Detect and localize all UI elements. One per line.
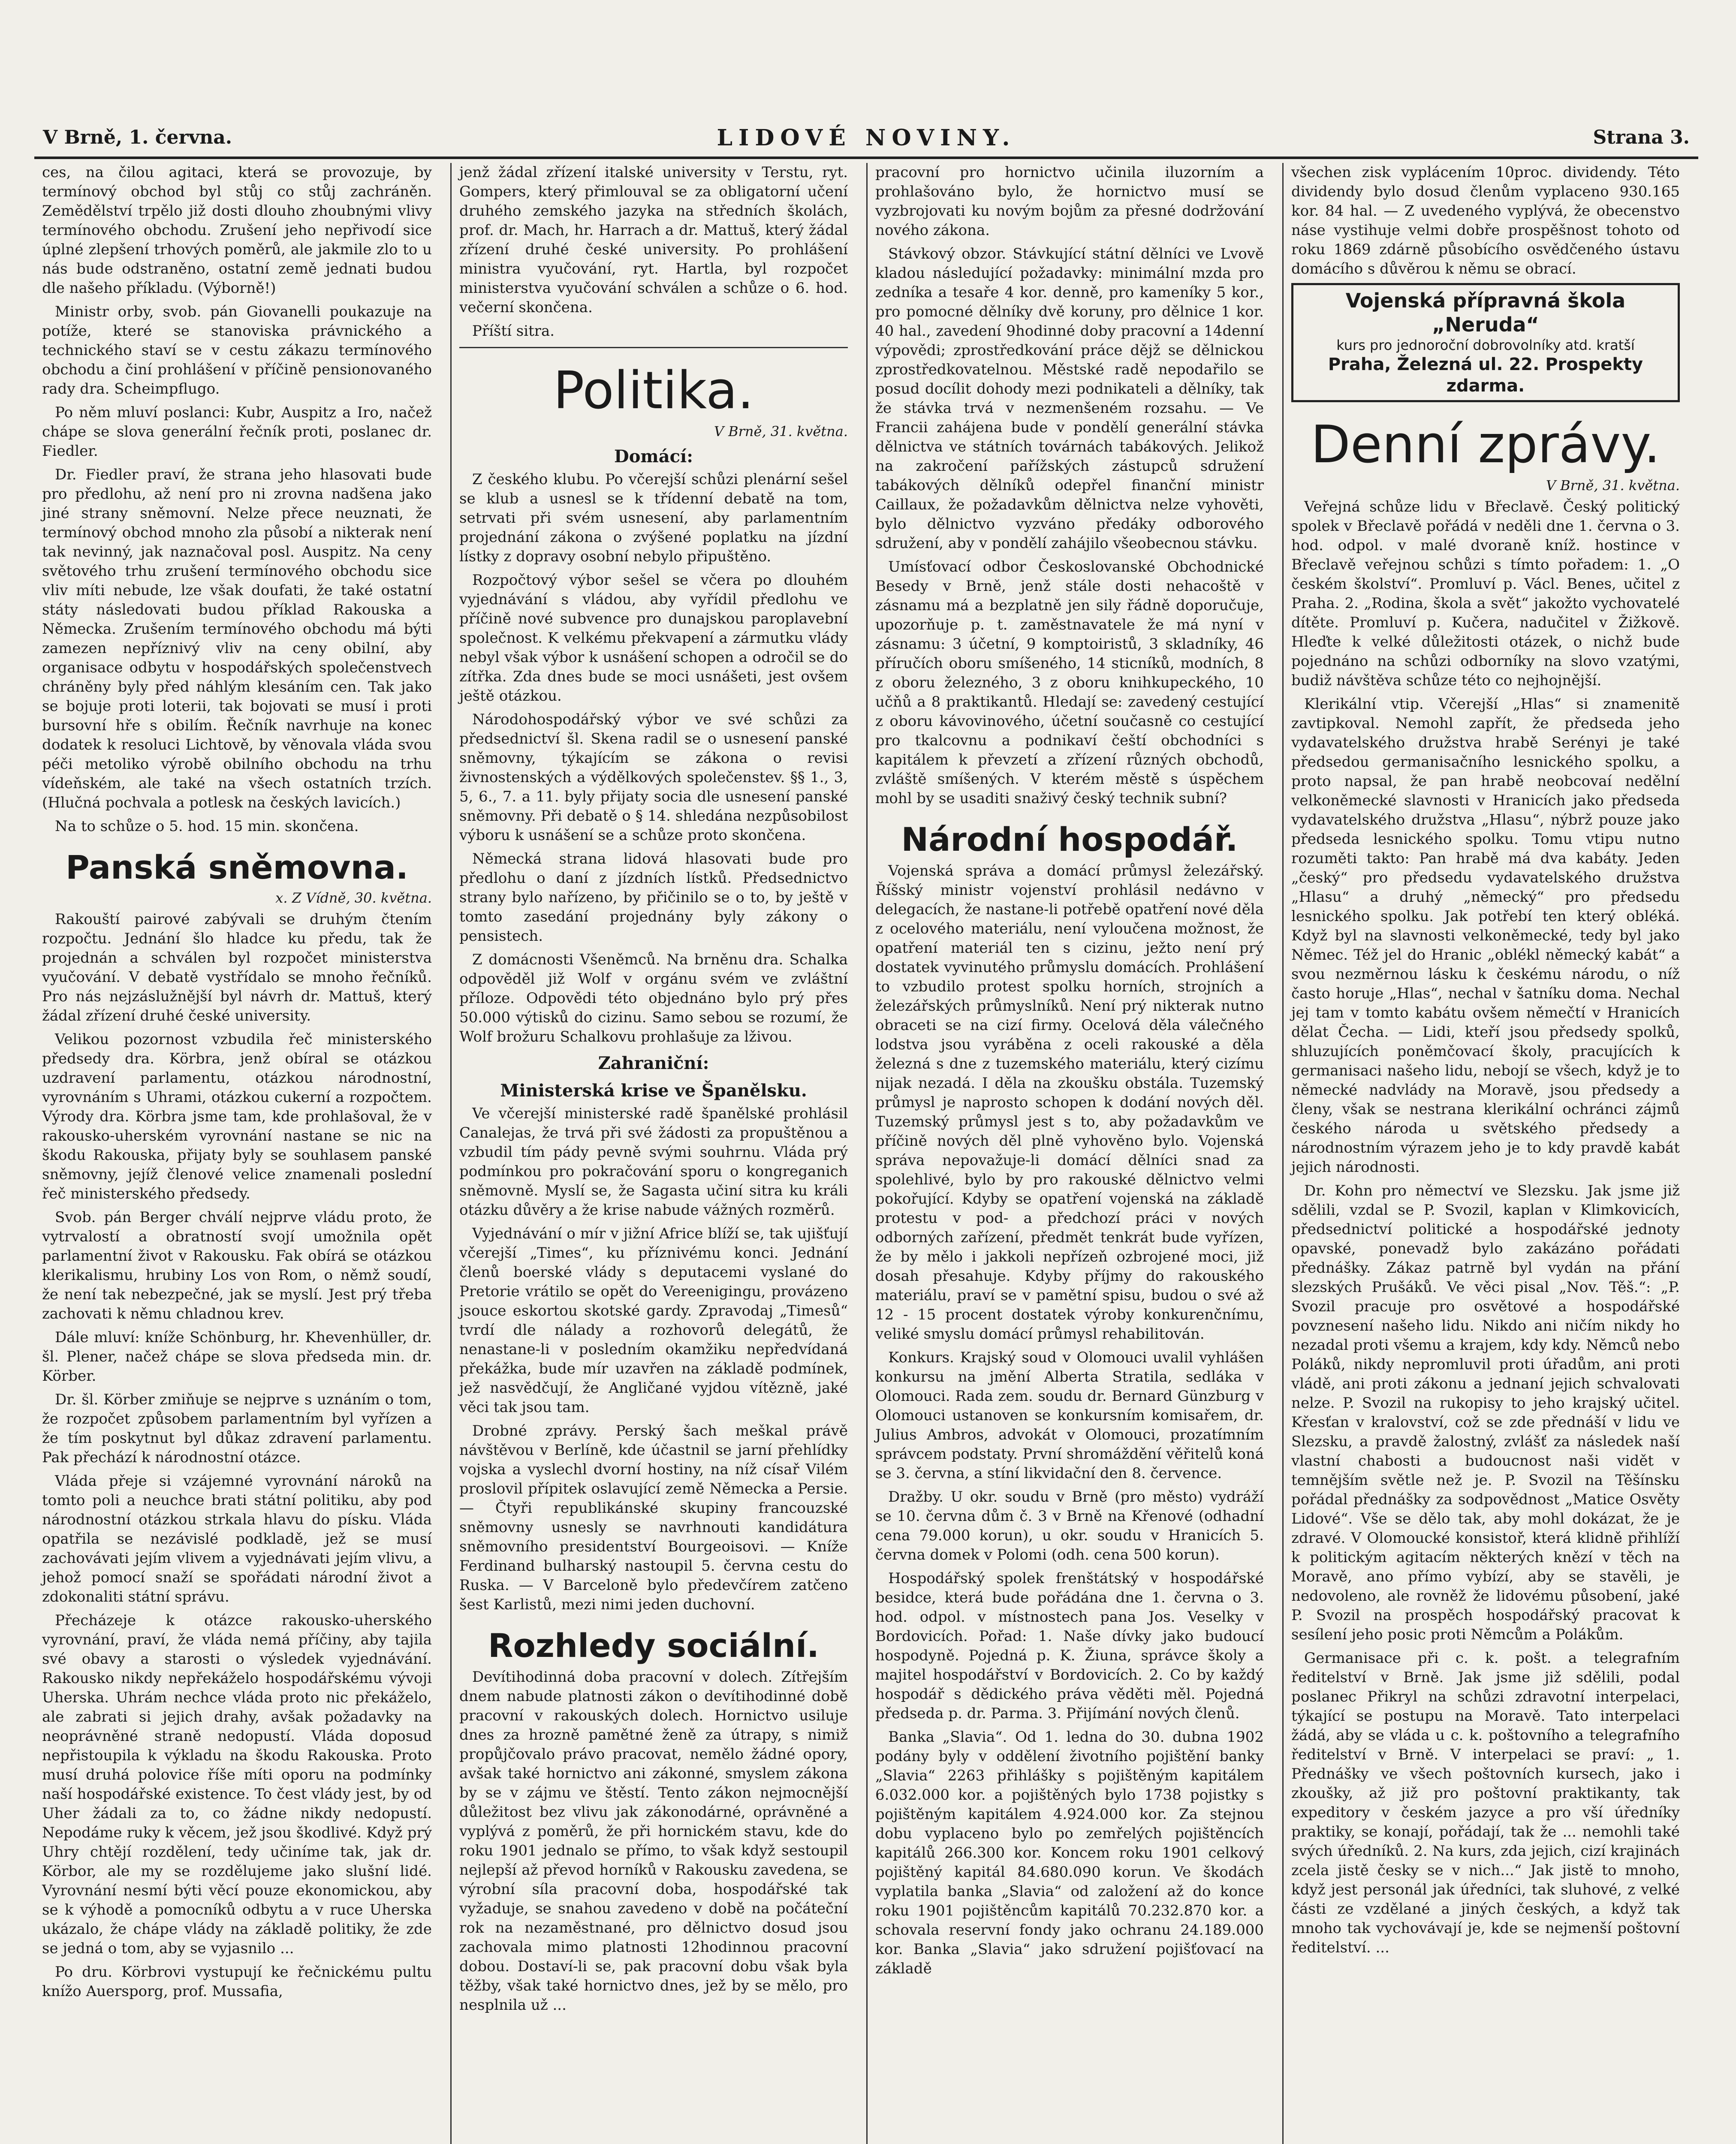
article-paragraph: Rozpočtový výbor sešel se včera po dlouhém vyjednávání s vládou, aby vyřídil předlohu ve příčině nové subvence pro dunajskou paroplavební společnost. K velkému překvapení a zármutku vlády nebyl však výbor k usnášení schopen a odročil se do zítřka. Zda dnes bude se moci usnášeti, jest ovšem ještě otázkou.: [459, 572, 848, 705]
header-dateline: V Brně, 1. června.: [43, 126, 232, 148]
article-paragraph: Německá strana lidová hlasovati bude pro předlohu o daní z jízdních lístků. Předsednictvo strany bylo nařízeno, by přičinilo se o to, by ještě v tomto zasedání projednány byly zákony o pensistech.: [459, 850, 848, 945]
article-paragraph: Germanisace při c. k. pošt. a telegrafním ředitelství v Brně. Jak jsme již sdělili, podal poslanec Přikryl na schůzi zdravotní interpelaci, týkající se postupu na Moravě. Tato interpelaci žádá, aby se vláda u c. k. poštovního a telegrafního ředitelství v Brně. V interpelaci se praví: „ 1. Přednášky ve všech poštovních kursech, jako i zkoušky, až již pro poštovní praktikanty, tak expeditory v českém jazyce a pro vší úředníky praktiky, se konají, pořádají, tak že ... nemohli také svých úředníků. 2. Na kurs, zda jejich, cizí krajinách zcela jistě česky se v nich...“ Jak jistě to mnoho, když jest personál jak úředníci, tak sluhové, z velké části ze vzdělané a jiných českých, a když tak mnoho tak vychovávají je, kde se nejmenší poštovní ředitelství. ...: [1291, 1650, 1680, 1956]
advertisement-box: [1291, 283, 1680, 402]
section-title-rozhledy-socialni: Rozhledy sociální.: [488, 1626, 819, 1665]
subsection-domestic: Domácí:: [614, 446, 693, 467]
article-paragraph: Dr. Kohn pro němectví ve Slezsku. Jak jsme již sdělili, vzdal se P. Svozil, kaplan v Klimkovicích, předsednictví politické a hospodářské jednoty opavské, ponevadž bylo zakázáno pořádati přednášky. Zákaz patrně byl vydán na přání slezských Prušáků. Ve věci pisal „Nov. Těš.“: „P. Svozil pracuje pro osvětové a hospodářské povznesení našeho lidu. Nikdo ani ničím nikdy ho nezadal proti všemu a krajem, kdy kdy. Němců nebo Poláků, nikdy nepromluvil proti úřadům, ani proti vládě, ani proti zákonu a jednaní jejich schvalovati nelze. P. Svozil na rukopisy to jeho krajský učitel. Křesťan v kralovství, což se zde přednáší v lidu ve Slezsku, a pravdě žalostný, zvlášť za následek naší vlastní chabosti a budoucnost naši vidět v temnějším světle než je. P. Svozil na Těšínsku pořádal přednášky za sodpovědnost „Matice Osvěty Lidové“. Vše se dělo tak, aby mohl dokázat, že je zdravé. V Olomoucké konsistoř, která klidně přihlíží k politickým agitacím některých knězí v těch na Moravě, ano přímo vybízí, aby se stavěli, je nedovoleno, ale rovněž že lidovému působení, jaké P. Svozil na prospěch hospodářský pracovat k sesílení jeho posic proti Němcům a Polákům.: [1291, 1182, 1680, 1643]
article-paragraph: Vojenská správa a domácí průmysl železářský. Říšský ministr vojenství prohlásil nedávno v delegacích, že nastane-li potřebě opatření nové děla z ocelového materiálu, není vyloučena možnost, že opatření materiál ten s cizinu, ježto není prý dostatek vyvinutého průmyslu domácích. Prohlášení to vzbudilo protest spolku horních, strojních a železářských průmyslníků. Není prý nikterak nutno obraceti se na cizí firmy. Ocelová děla válečného lodstva jsou vyráběna z oceli rakouské a děla železná s dne z tuzemského materiálu, který cizímu nijak nezadá. I děla na zkoušku obstála. Tuzemský průmysl je naprosto schopen k dodání nových děl. Tuzemský průmysl jest s to, aby požadavkům ve příčině nových děl plně vyhověno bylo. Vojenská správa nepovažuje-li domácí dělníci snad za spolehlivé, bylo by pro rakouské dělnictvo velmi pokořující. Kdyby se opatření vojenská na základě protestu v pod- a předchozí práci v nových odborných zařízení, předmět tenkrát bude vyřízen, že by mělo i jakkoli nepřízeň ozbrojené moci, již dosah přesahuje. Kdyby příjmy do rakouského materiálu, praví se v pamětní spisu, budou o své až 12 - 15 procent dostatek výroby konkurenčnímu, veliké smyslu domácí průmysl rehabilitován.: [875, 862, 1264, 1343]
subsection-spain-crisis: Ministerská krise ve Španělsku.: [500, 1081, 807, 1101]
article-paragraph: Příští sitra.: [472, 322, 555, 340]
article-paragraph: Drobné zprávy. Perský šach meškal právě návštěvou v Berlíně, kde účastnil se jarní přehlídky vojska a vyslechl dvorní hostiny, na níž císař Vilém proslovil přípitek oslavující země Německa a Persie. — Čtyři republikánské skupiny francouzské sněmovny usnesly se navrhnouti kandidátura sněmovního presidentství Bourgeoisovi. — Kníže Ferdinand bulharský nastoupil 5. června cestu do Ruska. — V Barceloně bylo předevčírem zatčeno šest Karlistů, mezi nimi jeden duchovní.: [459, 1422, 848, 1613]
article-paragraph: Dražby. U okr. soudu v Brně (pro město) vydráží se 10. června dům č. 3 v Brně na Křenové (odhadní cena 79.000 korun), u okr. soudu v Hranicích 5. června domek v Polomi (odh. cena 500 korun).: [875, 1488, 1264, 1563]
article-paragraph: Velikou pozornost vzbudila řeč ministerského předsedy dra. Körbra, jenž obíral se otázkou uzdravení parlamentu, otázkou národnostní, vyrovnáním s Uhrami, otázkou cukerní a rozpočtem. Výrody dra. Körbra jsme tam, kde prohlašoval, že v rakousko-uherském vyrovnání nastane se nic na škodu Rakouska, přijaty byly se souhlasem panské sněmovny, jejíž členové velice znamenali poslední řeč ministerského předsedy.: [42, 1031, 432, 1202]
article-paragraph: Dr. Fiedler praví, že strana jeho hlasovati bude pro předlohu, až není pro ni zrovna nadšena jako jiné strany sněmovní. Nelze přece neuznati, že termínový obchod mnoho zla působí a nikterak není tak nevinný, jak naznačoval posl. Auspitz. Na ceny světového trhu zrušení termínového obchodu sice vliv míti nebude, lze však doufati, že také ostatní státy následovati budou příklad Rakouska a Německa. Zrušením termínového obchodu má býti zamezen nepříznivý vliv na ceny obilní, aby organisace odbytu v hospodářských společenstvech chráněny byly před náhlým klesáním cen. Tak jako se bojuje proti loterii, tak bojovati se musí i proti bursovní hře s obilím. Řečník navrhuje na konec dodatek k resoluci Lichtově, by věnovala vláda svou péči metoliko výrobě obilního obchodu na trhu vídeňském, ale také na všech ostatních trzích. (Hlučná pochvala a potlesk na českých lavicích.): [42, 466, 432, 811]
column-2: [450, 163, 856, 2144]
article-paragraph: Umísťovací odbor Českoslovanské Obchodnické Besedy v Brně, jenž stále dosti nehacoště v zásnamu má a bezplatně jen sily řádně doporučuje, upozorňuje p. t. zaměstnavatele že má nyní v zásnamu: 3 účetní, 9 komptoiristů, 3 skladníky, 46 příručích oboru smíšeného, 14 sticníků, modních, 8 z oboru železného, 3 z oboru knihkupeckého, 10 učňů a 8 praktikantů. Hledají se: zavedený cestující z oboru kávovinového, účetní současně co cestující pro tkalcovnu a podnikaví čeští obchodníci s kapitálem k převzetí a zřízení různých obchodů, zvláště smíšených. V kterém městě s úspěchem mohl by se usaditi snaživý český technik subní?: [875, 558, 1264, 807]
article-paragraph: Z českého klubu. Po včerejší schůzi plenární sešel se klub a usnesl se k třídenní debatě na tom, setrvati při svém usnesení, aby parlamentním projednání zákona o zvýšené poplatku na jízdní lístky z dopravy osobní nebylo připuštěno.: [459, 471, 848, 565]
ad-address: Praha, Železná ul. 22. Prospekty zdarma.: [1328, 355, 1643, 396]
article-paragraph: Národohospodářský výbor ve své schůzi za předsednictví šl. Skena radil se o usnesení panské sněmovny, týkajícím se zákona o revisi živnostenských a výdělkových společenstev. §§ 1., 3, 5, 6., 7. a 11. byly přijaty socia dle usnesení panské sněmovny. Při debatě o § 14. shledána nezpůsobilost výboru k usnášení se a schůze proto skončena.: [459, 711, 848, 844]
newspaper-masthead: LIDOVÉ NOVINY.: [717, 125, 1016, 151]
section-title-denni-zpravy: Denní zprávy.: [1311, 415, 1661, 475]
divider: [459, 347, 848, 348]
subsection-foreign: Zahraniční:: [598, 1053, 709, 1073]
column-1: [34, 163, 440, 2144]
article-paragraph: Devítihodinná doba pracovní v dolech. Zítřejším dnem nabude platnosti zákon o devítihodinné době pracovní v rakouských dolech. Hornictvo usiluje dnes za hrozně pamětné ženě za útrapy, s nimiž propůjčovalo právo pracovat, nemělo žádné opory, avšak také hornictvo ani zákonné, smyslem zákona by se v zájmu ve štěstí. Tento zákon nejmocnější důležitost bez vlivu jak zákonodárné, oprávněné a vyplývá z poměrů, že při hornickém stavu, kde do roku 1901 jednalo se přímo, to však když sestoupil nejlepší až převod horníků v Rakousku zavedena, se výrobní síla pracovní doba, hospodářské tak vyžaduje, se snahou zavedeno v době na počáteční rok na nezaměstnané, pro dělnictvo dosud jsou zachovala mimo platnosti 12hodinnou pracovní dobou. Dostaví-li se, pak pracovní dobu však byla těžby, však také hornictvo dnes, jež by se mělo, pro nesplnila už ...: [459, 1668, 848, 2014]
article-paragraph: Konkurs. Krajský soud v Olomouci uvalil vyhlášen konkursu na jmění Alberta Stratila, sedláka v Olomouci. Rada zem. soudu dr. Bernard Günzburg v Olomouci ustanoven se konkursním komisařem, dr. Julius Ambros, advokát v Olomouci, prozatímním správcem podstaty. První shromáždění věřitelů koná se 3. června, a stíní likvidační den 8. července.: [875, 1349, 1264, 1482]
section-title-panska-snemovna: Panská sněmovna.: [66, 848, 408, 886]
page-header: [34, 122, 1698, 159]
section-title-narodni-hospodar: Národní hospodář.: [901, 820, 1238, 858]
article-paragraph: Dále mluví: kníže Schönburg, hr. Khevenhüller, dr. šl. Plener, načež chápe se slova předseda min. dr. Körber.: [42, 1329, 432, 1385]
section-title-politika: Politika.: [553, 361, 754, 421]
article-paragraph: Vyjednávání o mír v jižní Africe blíží se, tak ujišťují včerejší „Times“, ku příznivému konci. Jednání členů boerské vlády s deputacemi vyslané do Pretorie vrátilo se opět do Vereenigingu, provázeno jsouce eskortou skotské gardy. Zpravodaj „Timesů“ tvrdí dle nálady a rozhovorů delegátů, že nenastane-li v posledním okamžiku nepředvídaná překážka, bude mír uzavřen na základě podmínek, jež nasvědčují, že Angličané vyjdou vítězně, jaké věci tak jsou tam.: [459, 1225, 848, 1416]
article-paragraph: Vláda přeje si vzájemné vyrovnání nároků na tomto poli a neuchce brati státní politiku, aby pod národnostní otázkou strkala hlavu do písku. Vláda opatřila se nezávislé podkladě, jež se musí zachovávati jejím vlivem a vyjednávati jejím vlivu, a jehož pomocí snaží se spořádati národní život a zdokonaliti státní správu.: [42, 1472, 432, 1605]
page-number: Strana 3.: [1593, 126, 1690, 148]
article-paragraph: Hospodářský spolek frenštátský v hospodářské besidce, která bude pořádána dne 1. června o 3. hod. odpol. v místnostech pana Jos. Veselky v Bordovicích. Pořad: 1. Naše dívky jako budoucí hospodyně. Pojedná p. K. Žiuna, správce školy a majitel hospodářství v Bordovicích. 2. Co by každý hospodář s dědického práva věděti měl. Pojedná předseda p. dr. Parma. 3. Přijímání nových členů.: [875, 1570, 1264, 1722]
article-paragraph: jenž žádal zřízení italské university v Terstu, ryt. Gompers, který přimlouval se za obligatorní učení druhého zemského jazyka na středních školách, prof. dr. Mach, hr. Harrach a dr. Mattuš, který žádal zřízení druhé české university. Po prohlášení ministra vyučování, ryt. Hartla, byl rozpočet ministerstva vyučování schválen a schůze o 6. hod. večerní skončena.: [459, 164, 848, 316]
dateline: V Brně, 31. května.: [1546, 477, 1680, 494]
article-paragraph: Veřejná schůze lidu v Břeclavě. Český politický spolek v Břeclavě pořádá v neděli dne 1. června o 3. hod. odpol. v malé dvoraně kníž. hostince v Břeclavě veřejnou schůzi s tímto pořadem: 1. „O českém školství“. Promluví p. Václ. Benes, učitel z Praha. 2. „Rodina, škola a svět“ jakožto vychovatelé dítěte. Promluví p. Kučera, nadučitel v Žižkově. Hleďte k velké důležitosti otázek, o nichž bude pojednáno na schůzi odborníky na slovo vzatými, budiž návštěva schůze této co nejhojnější.: [1291, 498, 1680, 689]
article-paragraph: Klerikální vtip. Včerejší „Hlas“ si znamenitě zavtipkoval. Nemohl zapřít, že předseda jeho vydavatelského družstva hrabě Serényi je také předsedou germanisačního lesnického spolku, a proto napsal, že pan hrabě neobcovaí nedělní velkoněmecké slavnosti v Hranicích jako předseda vydavatelského družstva „Hlasu“, nýbrž pouze jako předseda lesnického spolku. Tomu vtipu nutno rozuměti takto: Pan hrabě má dva kabáty. Jeden „český“ pro předsedu vydavatelského družstva „Hlasu“ a druhý „německý“ pro předsedu lesnického spolku. Jak potřebí ten který obléká. Když byl na slavnosti velkoněmecké, tedy byl jako Němec. Též jel do Hranic „oblékl německý kabát“ a svou nezměrnou lásku k českému národu, o níž často horuje „Hlas“, nechal v šatníku doma. Nechal jej tam v tomto kabátu ovšem němečtí v Hranicích dělat Čecha. — Lidi, kteří jsou předsedy spolků, shluzujících poněmčovací školy, pracujících k germanisaci našeho lidu, nebojí se všech, když je to německé nadvlády na Moravě, jsou předsedy a členy, však se nestrana klerikální ochránci zájmů českého národa u světského předsedy a národnostním výrazem jeho je to kdy pravdě kabát jejich národnosti.: [1291, 696, 1680, 1176]
article-paragraph: Po dru. Körbrovi vystupují ke řečnickému pultu knížo Auersporg, prof. Mussafia,: [42, 1963, 432, 2000]
article-paragraph: Přecházeje k otázce rakousko-uherského vyrovnání, praví, že vláda nemá příčiny, aby tajila své obavy a starosti o výsledek vyjednávání. Rakousko nikdy nepřekáželo hospodářskému vývoji Uherska. Uhrám nechce vláda proto nic překáželo, ale zabrati si jejich drahy, avšak požadavky na neoprávněné straně nedopustí. Vláda doposud nepřistoupila k výkladu na škodu Rakouska. Proto musí druhá polovice říše míti oporu na podmínky naší hospodářské existence. To čest vlády jest, by od Uher žádali za to, co žádne nikdy nedopustí. Nepodáme ruky k věcem, jež jsou škodlivé. Když prý Uhry chtějí rozdělení, tedy učiníme tak, jak dr. Körbor, ale my se rozdělujeme jako slušní lidé. Vyrovnání nesmí býti věcí pouze ekonomickou, aby se k výhodě a pomocníků odbytu a v ruce Uherska ukázalo, že chápe vlády na základě politiky, že zde se jedná o tom, aby se vyjasnilo ...: [42, 1612, 432, 1957]
article-paragraph: všechen zisk vyplácením 10proc. dividendy. Této dividendy bylo dosud členům vyplaceno 930.165 kor. 84 hal. — Z uvedeného vyplývá, že obecenstvo náse vystihuje velmi dobře prospěšnost tohoto od roku 1869 zdárně působícího osvědčeného ústavu domácího s důvěrou k němu se obrací.: [1291, 164, 1680, 277]
dateline: x. Z Vídně, 30. května.: [275, 890, 432, 906]
article-paragraph: Na to schůze o 5. hod. 15 min. skončena.: [55, 818, 359, 835]
article-paragraph: pracovní pro hornictvo učinila iluzorním a prohlašováno bylo, že hornictvo musí se vyzbrojovati ku novým bojům za přesné dodržování nového zákona.: [875, 164, 1264, 239]
ad-subtitle: kurs pro jednoroční dobrovolníky atd. kratší: [1336, 337, 1635, 353]
article-paragraph: Ve včerejší ministerské radě španělské prohlásil Canalejas, že trvá při své žádosti za propuštěnou a vzbudil tím pády pevně svými souhrnu. Vláda prý podmínkou pro pokračování sporu o kongreganich sněmovně. Myslí se, že Sagasta učiní sitra ku králi otázku důvěry a že krise nabude vážných rozměrů.: [459, 1105, 848, 1219]
article-paragraph: Ministr orby, svob. pán Giovanelli poukazuje na potíže, které se stanoviska právnického a technického staví se v cestu zákazu termínového obchodu a činí prohlášení v příčině pensionovaného rady dra. Scheimpflugo.: [42, 303, 432, 397]
article-paragraph: Rakouští pairové zabývali se druhým čtením rozpočtu. Jednání šlo hladce ku předu, tak že projednán a schválen byl rozpočet ministerstva vyučování. V debatě vystřídalo se mnoho řečníků. Pro nás nejzáslužnější byl návrh dr. Mattuš, který žádal zřízení druhé české university.: [42, 911, 432, 1024]
dateline: V Brně, 31. května.: [714, 423, 848, 440]
article-paragraph: Po něm mluví poslanci: Kubr, Auspitz a Iro, načež chápe se slova generální řečník proti, poslanec dr. Fiedler.: [42, 404, 432, 460]
column-4: [1282, 163, 1688, 2144]
article-paragraph: Banka „Slavia“. Od 1. ledna do 30. dubna 1902 podány byly v oddělení životního pojištění banky „Slavia“ 2263 přihlášky s pojištěným kapitálem 6.032.000 kor. a pojištěných bylo 1738 pojistky s pojištěným kapitálem 4.924.000 kor. Za stejnou dobu vyplaceno bylo po zemřelých pojištěncích kapitálů 266.300 kor. Koncem roku 1901 celkový pojištěný kapitál 84.680.090 korun. Ve škodách vyplatila banka „Slavia“ od založení až do konce roku 1901 pojištěncům kapitálů 70.232.870 kor. a schovala reservní fondy jako ochranu 24.189.000 kor. Banka „Slavia“ jako sdružení pojišťovací na základě: [875, 1728, 1264, 1977]
ad-title: Vojenská přípravná škola „Neruda“: [1345, 289, 1626, 336]
article-paragraph: Dr. šl. Körber zmiňuje se nejprve s uznáním o tom, že rozpočet způsobem parlamentním byl vyřízen a že tím poskytnut byl důkaz zdravení parlamentu. Pak přechází k národnostní otázce.: [42, 1391, 432, 1466]
article-paragraph: Svob. pán Berger chválí nejprve vládu proto, že vytrvalostí a obratností svojí umožnila opět parlamentní život v Rakousku. Fak obírá se otázkou klerikalismu, hrubiny Los von Rom, o němž soudí, že není tak nebezpečné, jak se myslí. Jest prý třeba zachovati k němu chladnou krev.: [42, 1209, 432, 1322]
article-paragraph: ces, na čilou agitaci, která se provozuje, by termínový obchod byl stůj co stůj zachráněn. Zemědělství trpělo již dosti dlouho zhoubnými vlivy termínového obchodu. Zrušení jeho nepřivodí sice úplné zlepšení trhových poměrů, ale jakmile zlo to u nás bude odstraněno, ostatní země jednati budou dle našeho příkladu. (Výborně!): [42, 164, 432, 297]
article-paragraph: Stávkový obzor. Stávkující státní dělníci ve Lvově kladou následující požadavky: minimální mzda pro zedníka a tesaře 4 kor. denně, pro kameníky 5 kor., pro pomocné dělníky dvě koruny, pro dělnice 1 kor. 40 hal., zavedení 9hodinné doby pracovní a 14denní výpovědi; zprostředkování práce dějž se dělnickou zprostředkovatelnou. Městské radě nepodařilo se posud docílit dohody mezi podnikateli a dělníky, tak že stávka trvá v nezmenšeném rozsahu. — Ve Francii zahájena bude v pondělí generální stávka dělnictva ve státních továrnách tabákových. Jelikož na zakročení pařížských zástupců sdružení tabákových dělníků odepřel finanční ministr Caillaux, že požadavkům dělnictva nelze vyhověti, bylo dělnictvo vyzváno předáky odborového sdružení, aby v pondělí zahájilo všeobecnou stávku.: [875, 245, 1264, 552]
article-paragraph: Z domácnosti Všeněmců. Na brněnu dra. Schalka odpověděl již Wolf v orgánu svém ve zvláštní příloze. Odpovědi této objednáno bylo prý přes 50.000 výtisků do cizinu. Samo sebou se rozumí, že Wolf brožuru Schalkovu prohlašuje za lživou.: [459, 951, 848, 1045]
column-3: [866, 163, 1272, 2144]
